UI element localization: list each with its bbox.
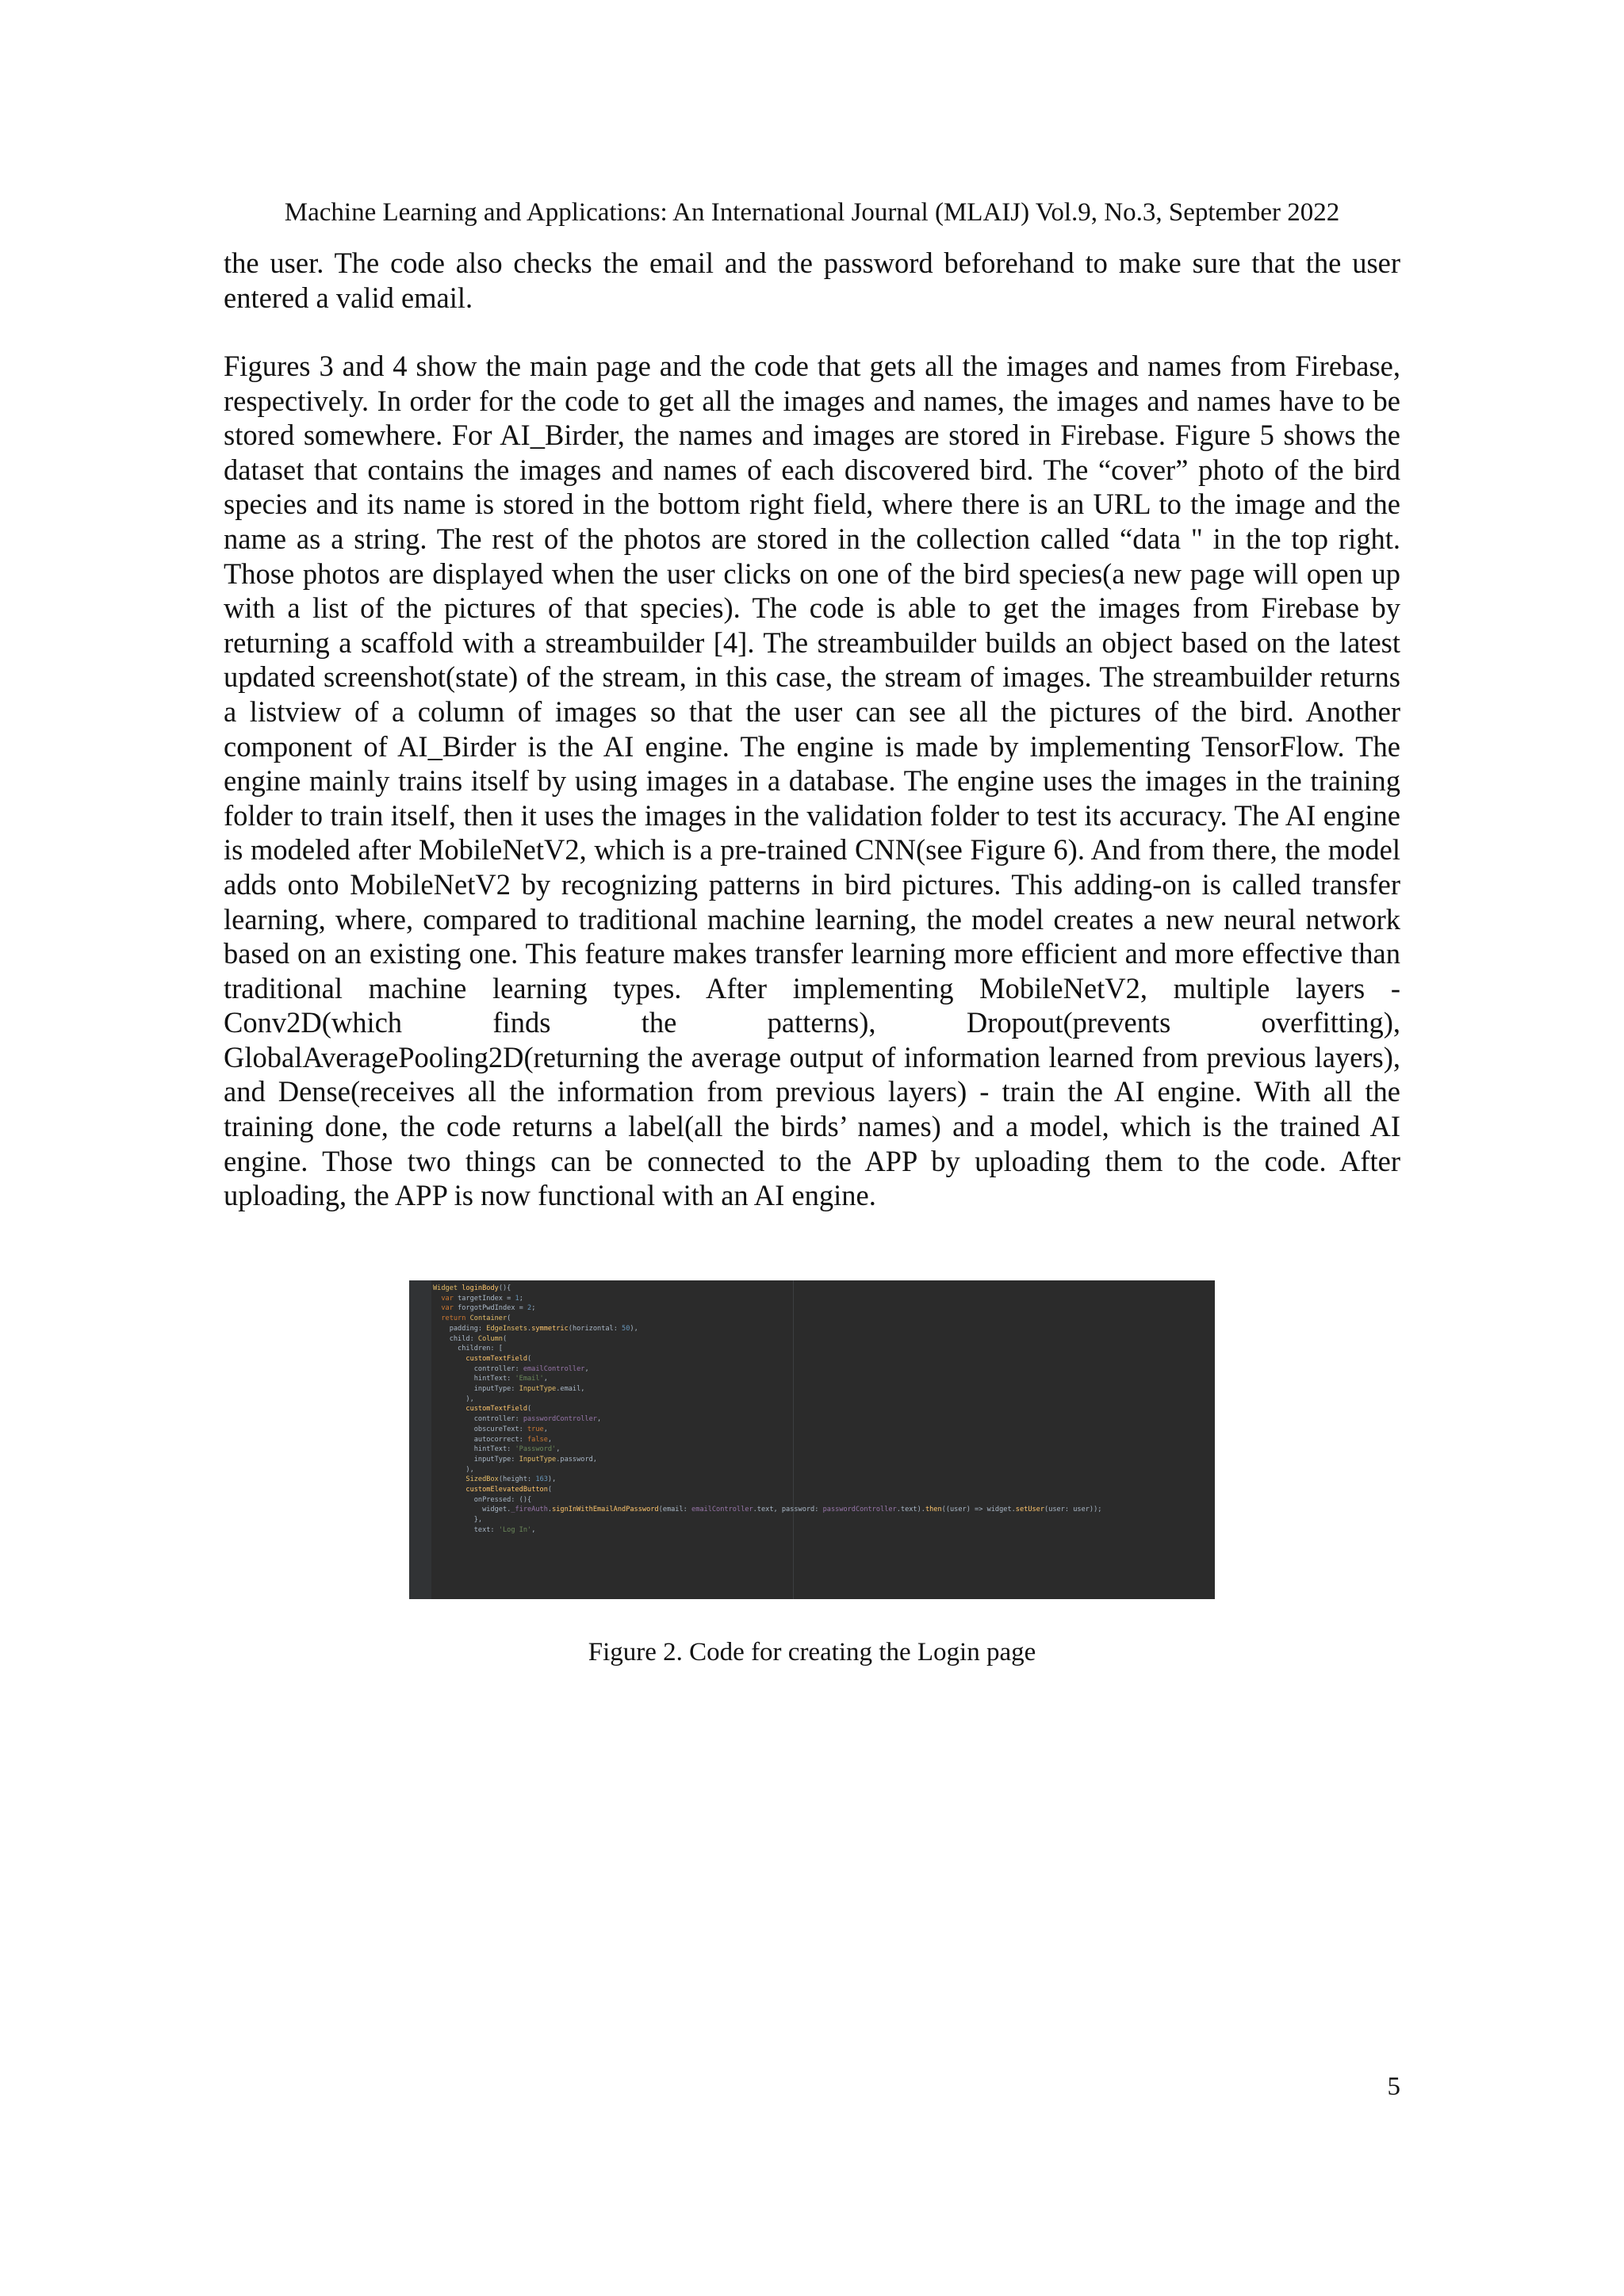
- code-line: text: 'Log In',: [433, 1525, 536, 1534]
- code-line: Widget loginBody(){: [433, 1284, 511, 1292]
- code-line: inputType: InputType.email,: [433, 1385, 585, 1394]
- code-line: children: [: [458, 1345, 503, 1353]
- code-line: hintText: 'Email',: [433, 1375, 548, 1383]
- code-line: controller: emailController,: [433, 1364, 589, 1373]
- code-line: customTextField(: [465, 1354, 532, 1363]
- code-line: obscureText: true,: [433, 1425, 548, 1433]
- code-line: var targetIndex = 1;: [441, 1294, 523, 1303]
- code-line: ),: [465, 1465, 474, 1474]
- journal-header: Machine Learning and Applications: An International Journal (MLAIJ) Vol.9, No.3, September 2022: [284, 198, 1340, 227]
- code-line: inputType: InputType.password,: [433, 1455, 597, 1464]
- code-line: customTextField(: [465, 1405, 532, 1414]
- code-line: controller: passwordController,: [433, 1415, 602, 1424]
- code-line: customElevatedButton(: [465, 1486, 553, 1494]
- code-screenshot-figure: [409, 1280, 1215, 1599]
- code-line: hintText: 'Password',: [433, 1445, 561, 1454]
- code-line: ),: [465, 1395, 474, 1403]
- page-number: 5: [1387, 2072, 1400, 2101]
- editor-gutter: [409, 1280, 431, 1599]
- code-line: widget._fireAuth.signInWithEmailAndPassword(email: emailController.text, password: passwordController.text).then((user) => widget.setUser(user: user));: [433, 1506, 1102, 1514]
- code-line: padding: EdgeInsets.symmetric(horizontal: 50),: [433, 1324, 638, 1333]
- code-line: return Container(: [441, 1314, 511, 1323]
- paragraph-main: Figures 3 and 4 show the main page and the code that gets all the images and names from Firebase, respectively. In order for the code to get all the images and names, the images and names have to be stored somewhere. For AI_Birder, the names and images are stored in Firebase. Figure 5 shows the dataset that contains the images and names of each discovered bird. The “cover” photo of the bird species and its name is stored in the bottom right field, where there is an URL to the image and the name as a string. The rest of the photos are stored in the collection called “data " in the top right. Those photos are displayed when the user clicks on one of the bird species(a new page will open up with a list of the pictures of that species). The code is able to get the images from Firebase by returning a scaffold with a streambuilder [4]. The streambuilder builds an object based on the latest updated screenshot(state) of the stream, in this case, the stream of images. The streambuilder returns a listview of a column of images so that the user can see all the pictures of the bird. Another component of AI_Birder is the AI engine. The engine is made by implementing TensorFlow. The engine mainly trains itself by using images in a database. The engine uses the images in the training folder to train itself, then it uses the images in the validation folder to test its accuracy. The AI engine is modeled after MobileNetV2, which is a pre-trained CNN(see Figure 6). And from there, the model adds onto MobileNetV2 by recognizing patterns in bird pictures. This adding-on is called transfer learning, where, compared to traditional machine learning, the model creates a new neural network based on an existing one. This feature makes transfer learning more efficient and more effective than traditional machine learning types. After implementing MobileNetV2, multiple layers - Conv2D(which finds the patterns), Dropout(prevents overfitting), GlobalAveragePooling2D(returning the average output of information learned from previous layers), and Dense(receives all the information from previous layers) - train the AI engine. With all the training done, the code returns a label(all the birds’ names) and a model, which is the trained AI engine. Those two things can be connected to the APP by uploading them to the code. After uploading, the APP is now functional with an AI engine.: [224, 350, 1400, 1212]
- figure-caption: Figure 2. Code for creating the Login page: [588, 1638, 1036, 1667]
- code-line: SizedBox(height: 163),: [465, 1475, 557, 1484]
- code-line: child: Column(: [433, 1334, 508, 1343]
- code-line: onPressed: (){: [473, 1495, 532, 1504]
- code-line: },: [473, 1516, 483, 1525]
- paragraph-continuation: the user. The code also checks the email and the password beforehand to make sure that the user entered a valid email.: [224, 247, 1400, 314]
- code-line: autocorrect: false,: [433, 1435, 553, 1444]
- code-line: var forgotPwdIndex = 2;: [441, 1304, 536, 1313]
- code-block: [433, 1284, 1101, 1536]
